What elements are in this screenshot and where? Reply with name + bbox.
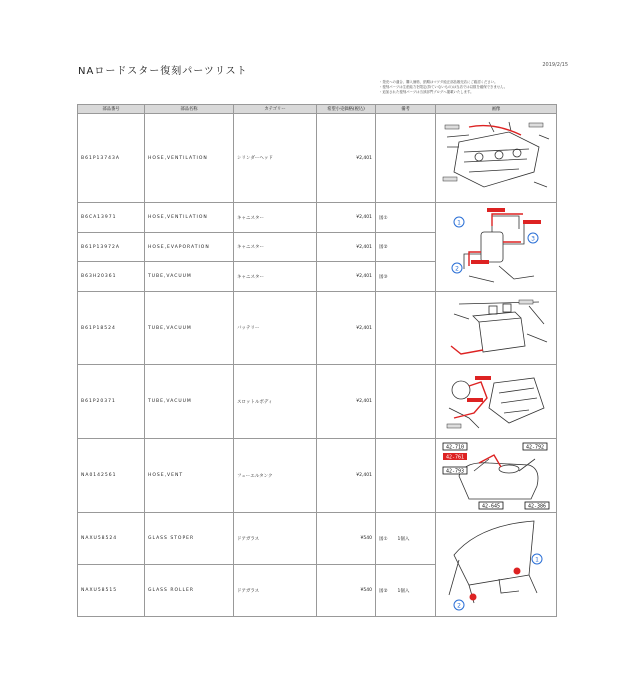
fuel-tank-diagram [439, 441, 553, 511]
notes-block [379, 80, 507, 95]
door-glass-diagram [439, 515, 553, 615]
cylinder-head-diagram [439, 117, 553, 199]
remarks [376, 365, 436, 439]
part-number: NA0142561 [78, 439, 145, 513]
table-row [78, 114, 557, 203]
part-name: TUBE,VACUUM [145, 262, 234, 292]
callout-42-792: 42-792 [525, 444, 545, 450]
battery-diagram [439, 294, 553, 362]
remarks [376, 565, 436, 617]
callout-42-793: 42-793 [445, 468, 465, 474]
category: キャニスター [234, 203, 317, 233]
part-name: HOSE,VENT [145, 439, 234, 513]
image-cell [436, 365, 557, 439]
part-number: B63H20361 [78, 262, 145, 292]
remarks: 図③ [376, 262, 436, 292]
note-line: ・追加された復刻パーツは当該部門ブログへ掲載いたします。 [379, 90, 474, 94]
header-part-name: 部品名称 [145, 105, 234, 114]
category: バッテリー [234, 292, 317, 365]
callout-42-761: 42-761 [445, 454, 465, 460]
image-cell [436, 203, 557, 292]
category: シリンダーヘッド [234, 114, 317, 203]
price: ¥2,401 [317, 233, 376, 262]
category: スロットルボディ [234, 365, 317, 439]
part-number: B61P18524 [78, 292, 145, 365]
table-row [78, 203, 557, 233]
price: ¥2,401 [317, 292, 376, 365]
document-date: 2019/2/15 [542, 62, 568, 68]
remark-ref: 図① [379, 536, 388, 542]
callout-1: 1 [535, 556, 539, 563]
image-cell [436, 439, 557, 513]
price: ¥2,401 [317, 114, 376, 203]
remark-qty: 1個入 [397, 588, 410, 594]
header-category: カテゴリー [234, 105, 317, 114]
price: ¥2,401 [317, 262, 376, 292]
part-name: GLASS STOPER [145, 513, 234, 565]
part-name: HOSE,VENTILATION [145, 114, 234, 203]
part-number: B61P13743A [78, 114, 145, 203]
callout-3: 3 [531, 235, 535, 243]
category: ドアガラス [234, 513, 317, 565]
category: フューエルタンク [234, 439, 317, 513]
table-row [78, 513, 557, 565]
remarks [376, 114, 436, 203]
category: キャニスター [234, 262, 317, 292]
remark-ref: 図② [379, 588, 388, 594]
page-title: NAロードスター復刻パーツリスト [78, 66, 248, 77]
table-row [78, 365, 557, 439]
parts-table [77, 104, 557, 617]
header-image: 画像 [436, 105, 557, 114]
callout-2: 2 [455, 265, 459, 273]
price: ¥2,401 [317, 203, 376, 233]
part-name: GLASS ROLLER [145, 565, 234, 617]
canister-diagram [439, 204, 553, 290]
price: ¥2,401 [317, 365, 376, 439]
callout-2: 2 [457, 602, 461, 609]
throttle-body-diagram [439, 368, 553, 436]
image-cell [436, 114, 557, 203]
remarks: 図① [376, 203, 436, 233]
image-cell [436, 513, 557, 617]
header-remarks: 備考 [376, 105, 436, 114]
note-line: ・発売への適合、購入価格、納期はマツダ純正部品販売店にご確認ください。 [379, 80, 498, 84]
header-part-number: 部品番号 [78, 105, 145, 114]
image-cell [436, 292, 557, 365]
category: キャニスター [234, 233, 317, 262]
callout-42-386: 42-386 [527, 503, 547, 509]
table-row [78, 439, 557, 513]
part-name: HOSE,EVAPORATION [145, 233, 234, 262]
part-name: TUBE,VACUUM [145, 365, 234, 439]
note-line: ・復刻パーツは生産能力を限定(持ていないもの)は当店では以数を確保できません。 [379, 85, 508, 89]
table-row [78, 292, 557, 365]
callout-42-710: 42-710 [445, 444, 465, 450]
header-price: 希望小売価格(税込) [317, 105, 376, 114]
callout-42-645: 42-645 [481, 503, 501, 509]
category: ドアガラス [234, 565, 317, 617]
table-header-row [78, 105, 557, 114]
part-name: HOSE,VENTILATION [145, 203, 234, 233]
price: ¥540 [317, 565, 376, 617]
price: ¥540 [317, 513, 376, 565]
remarks [376, 513, 436, 565]
remarks: 図② [376, 233, 436, 262]
remarks [376, 292, 436, 365]
remark-qty: 1個入 [397, 536, 410, 542]
callout-1: 1 [457, 219, 461, 227]
part-number: NAXU58524 [78, 513, 145, 565]
remarks [376, 439, 436, 513]
part-number: B6CA13971 [78, 203, 145, 233]
part-number: B61P13972A [78, 233, 145, 262]
part-number: NAXU58515 [78, 565, 145, 617]
part-number: B61P20371 [78, 365, 145, 439]
price: ¥2,401 [317, 439, 376, 513]
part-name: TUBE,VACUUM [145, 292, 234, 365]
